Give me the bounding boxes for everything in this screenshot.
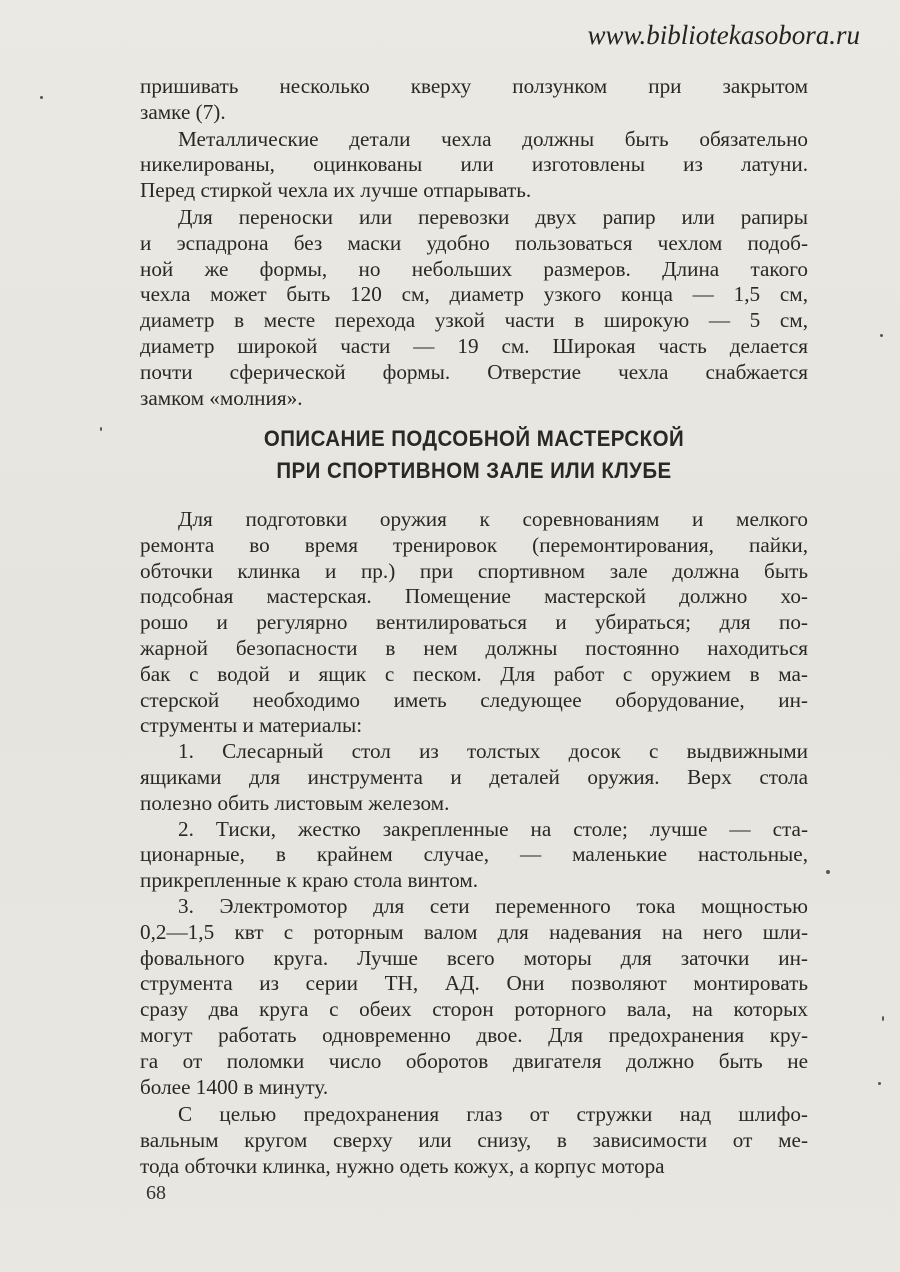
text-line: ящиками для инструмента и деталей оружия. Верх стола	[140, 764, 808, 789]
text-line: подсобная мастерская. Помещение мастерской должно хо-	[140, 584, 808, 609]
paragraph	[140, 127, 808, 204]
text-line: вальным кругом сверху или снизу, в зависимости от ме-	[140, 1128, 808, 1153]
text-line: бак с водой и ящик с песком. Для работ с оружием в ма-	[140, 661, 808, 686]
text-line: пришивать несколько кверху ползунком при закрытом	[140, 74, 808, 98]
text-line: 0,2—1,5 квт с роторным валом для надевания на него шли-	[140, 919, 808, 944]
text-line: и эспадрона без маски удобно пользоваться чехлом подоб-	[140, 230, 808, 255]
text-line: ной же формы, но небольших размеров. Длина такого	[140, 256, 808, 281]
text-line: сразу два круга с обеих сторон роторного вала, на которых	[140, 997, 808, 1022]
text-line: фовального круга. Лучше всего моторы для заточки ин-	[140, 945, 808, 970]
text-line: чехла может быть 120 см, диаметр узкого конца — 1,5 см,	[140, 282, 808, 307]
scan-speck	[826, 870, 830, 874]
text-line: диаметр широкой части — 19 см. Широкая часть делается	[140, 333, 808, 358]
text-line: Перед стиркой чехла их лучше отпарывать.	[140, 178, 532, 203]
text-line: полезно обить листовым железом.	[140, 790, 450, 815]
heading-line-1: ОПИСАНИЕ ПОДСОБНОЙ МАСТЕРСКОЙ	[263, 426, 685, 451]
scan-speck	[882, 1016, 884, 1021]
text-line: 1. Слесарный стол из толстых досок с выдвижными	[178, 739, 808, 764]
text-line: более 1400 в минуту.	[140, 1074, 329, 1099]
scan-speck	[40, 96, 43, 99]
section-heading	[163, 423, 784, 487]
text-line: тода обточки клинка, нужно одеть кожух, а корпус мотора	[140, 1153, 665, 1178]
paragraph	[140, 817, 808, 894]
text-line: струмента из серии ТН, АД. Они позволяют монтировать	[140, 971, 808, 996]
page-number: 68	[146, 1182, 166, 1204]
text-line: прикрепленные к краю стола винтом.	[140, 868, 479, 893]
watermark-url[interactable]: www.bibliotekasobora.ru	[587, 20, 860, 50]
paragraph	[140, 1102, 808, 1179]
text-line: Для переноски или перевозки двух рапир или рапиры	[178, 204, 808, 229]
text-line: диаметр в месте перехода узкой части в широкую — 5 см,	[140, 308, 808, 333]
heading-line-2: ПРИ СПОРТИВНОМ ЗАЛЕ ИЛИ КЛУБЕ	[276, 458, 672, 483]
text-line: обточки клинка и пр.) при спортивном зале должна быть	[140, 558, 808, 583]
text-line: почти сферической формы. Отверстие чехла снабжается	[140, 359, 808, 384]
text-line: 3. Электромотор для сети переменного тока мощностью	[178, 893, 808, 918]
text-line: Металлические детали чехла должны быть обязательно	[178, 126, 808, 151]
text-line: рошо и регулярно вентилироваться и убираться; для по-	[140, 610, 808, 635]
paragraph	[140, 205, 808, 411]
text-line: замком «молния».	[140, 385, 303, 410]
text-line: С целью предохранения глаз от стружки над шлифо-	[178, 1102, 808, 1127]
text-line: Для подготовки оружия к соревнованиям и мелкого	[178, 507, 808, 531]
text-line: га от поломки число оборотов двигателя должно быть не	[140, 1048, 808, 1073]
text-line: струменты и материалы:	[140, 713, 363, 738]
text-line: жарной безопасности в нем должны постоянно находиться	[140, 635, 808, 660]
text-line: стерской необходимо иметь следующее оборудование, ин-	[140, 687, 808, 712]
text-line: никелированы, оцинкованы или изготовлены из латуни.	[140, 152, 808, 177]
paragraph	[140, 894, 808, 1100]
text-line: могут работать одновременно двое. Для предохранения кру-	[140, 1022, 808, 1047]
paragraph	[140, 739, 808, 816]
paragraph	[140, 507, 808, 739]
paragraph	[140, 74, 808, 126]
bottom-text-column	[140, 507, 808, 1180]
scan-speck	[878, 1082, 881, 1085]
text-line: 2. Тиски, жестко закрепленные на столе; лучше — ста-	[178, 816, 808, 841]
scan-speck	[100, 427, 102, 431]
scan-speck	[880, 334, 883, 337]
text-line: ционарные, в крайнем случае, — маленькие настольные,	[140, 842, 808, 867]
top-text-column	[140, 74, 808, 411]
text-line: замке (7).	[140, 99, 226, 124]
text-line: ремонта во время тренировок (перемонтирования, пайки,	[140, 532, 808, 557]
